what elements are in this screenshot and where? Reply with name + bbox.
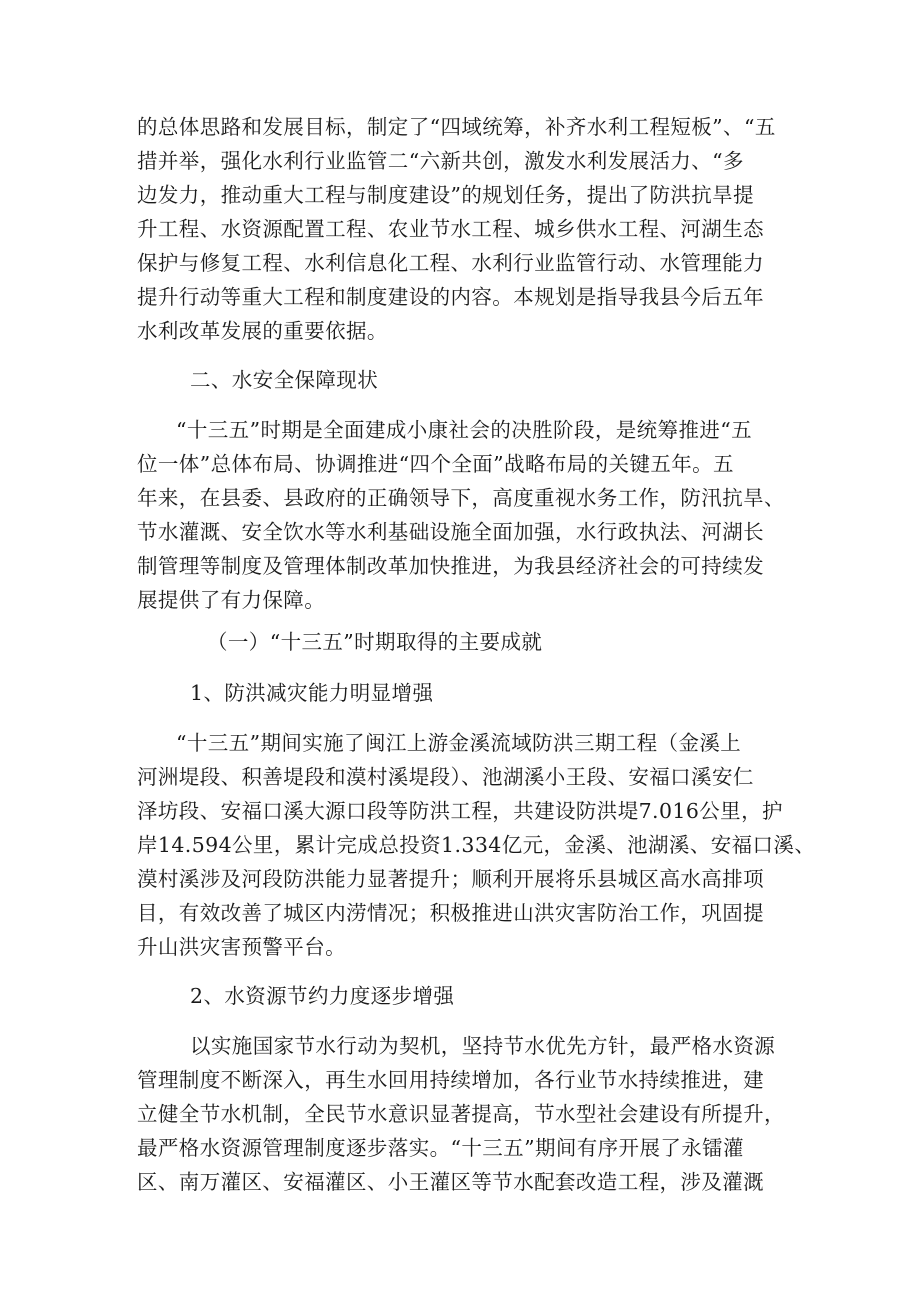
text-line: 河洲堤段、积善堤段和漠村溪堤段）、池湖溪小王段、安福口溪安仁	[137, 765, 754, 789]
text-line: 区、南万灌区、安福灌区、小王灌区等节水配套改造工程，涉及灌溉	[137, 1170, 764, 1194]
text-line: 水利改革发展的重要依据。	[137, 319, 388, 343]
text-line: “十三五”时期是全面建成小康社会的决胜阶段，是统筹推进“五	[176, 418, 753, 442]
text-line: 目，有效改善了城区内涝情况；积极推进山洪灾害防治工作，巩固提	[137, 901, 764, 925]
subsection-heading: （一）“十三五”时期取得的主要成就	[207, 630, 543, 654]
text-line: 漠村溪涉及河段防洪能力显著提升；顺利开展将乐县城区高水高排项	[137, 867, 764, 891]
text-line: 年来，在县委、县政府的正确领导下，高度重视水务工作，防汛抗旱、	[137, 486, 785, 510]
text-line: 的总体思路和发展目标，制定了“四域统筹，补齐水利工程短板”、“五	[137, 115, 776, 139]
text-line: 措并举，强化水利行业监管二“六新共创，激发水利发展活力、“多	[137, 149, 744, 173]
text-line: 制管理等制度及管理体制改革加快推进，为我县经济社会的可持续发	[137, 554, 764, 578]
text-line: 立健全节水机制，全民节水意识显著提高，节水型社会建设有所提升，	[137, 1102, 785, 1126]
text-line: “十三五”期间实施了闽江上游金溪流域防洪三期工程（金溪上	[176, 731, 742, 755]
text-line: 保护与修复工程、水利信息化工程、水利行业监管行动、水管理能力	[137, 251, 764, 275]
item-heading: 2、水资源节约力度逐步增强	[190, 984, 455, 1008]
text-line: 泽坊段、安福口溪大源口段等防洪工程，共建设防洪堤7.016公里，护	[137, 799, 783, 823]
text-line: 边发力，推动重大工程与制度建设”的规划任务，提出了防洪抗旱提	[137, 183, 754, 207]
text-line: 位一体”总体布局、协调推进“四个全面”战略布局的关键五年。五	[137, 452, 734, 476]
text-line: 升工程、水资源配置工程、农业节水工程、城乡供水工程、河湖生态	[137, 217, 764, 241]
text-line: 提升行动等重大工程和制度建设的内容。本规划是指导我县今后五年	[137, 285, 764, 309]
text-line: 升山洪灾害预警平台。	[137, 935, 346, 959]
text-line: 展提供了有力保障。	[137, 588, 326, 612]
text-line: 管理制度不断深入，再生水回用持续增加，各行业节水持续推进，建	[137, 1068, 764, 1092]
item-heading: 1、防洪减灾能力明显增强	[190, 681, 434, 705]
text-line: 以实施国家节水行动为契机，坚持节水优先方针，最严格水资源	[190, 1034, 776, 1058]
section-heading: 二、水安全保障现状	[190, 368, 379, 392]
text-line: 节水灌溉、安全饮水等水利基础设施全面加强，水行政执法、河湖长	[137, 520, 764, 544]
text-line: 岸14.594公里，累计完成总投资1.334亿元，金溪、池湖溪、安福口溪、	[137, 833, 816, 857]
text-line: 最严格水资源管理制度逐步落实。“十三五”期间有序开展了永镭灌	[137, 1136, 744, 1160]
